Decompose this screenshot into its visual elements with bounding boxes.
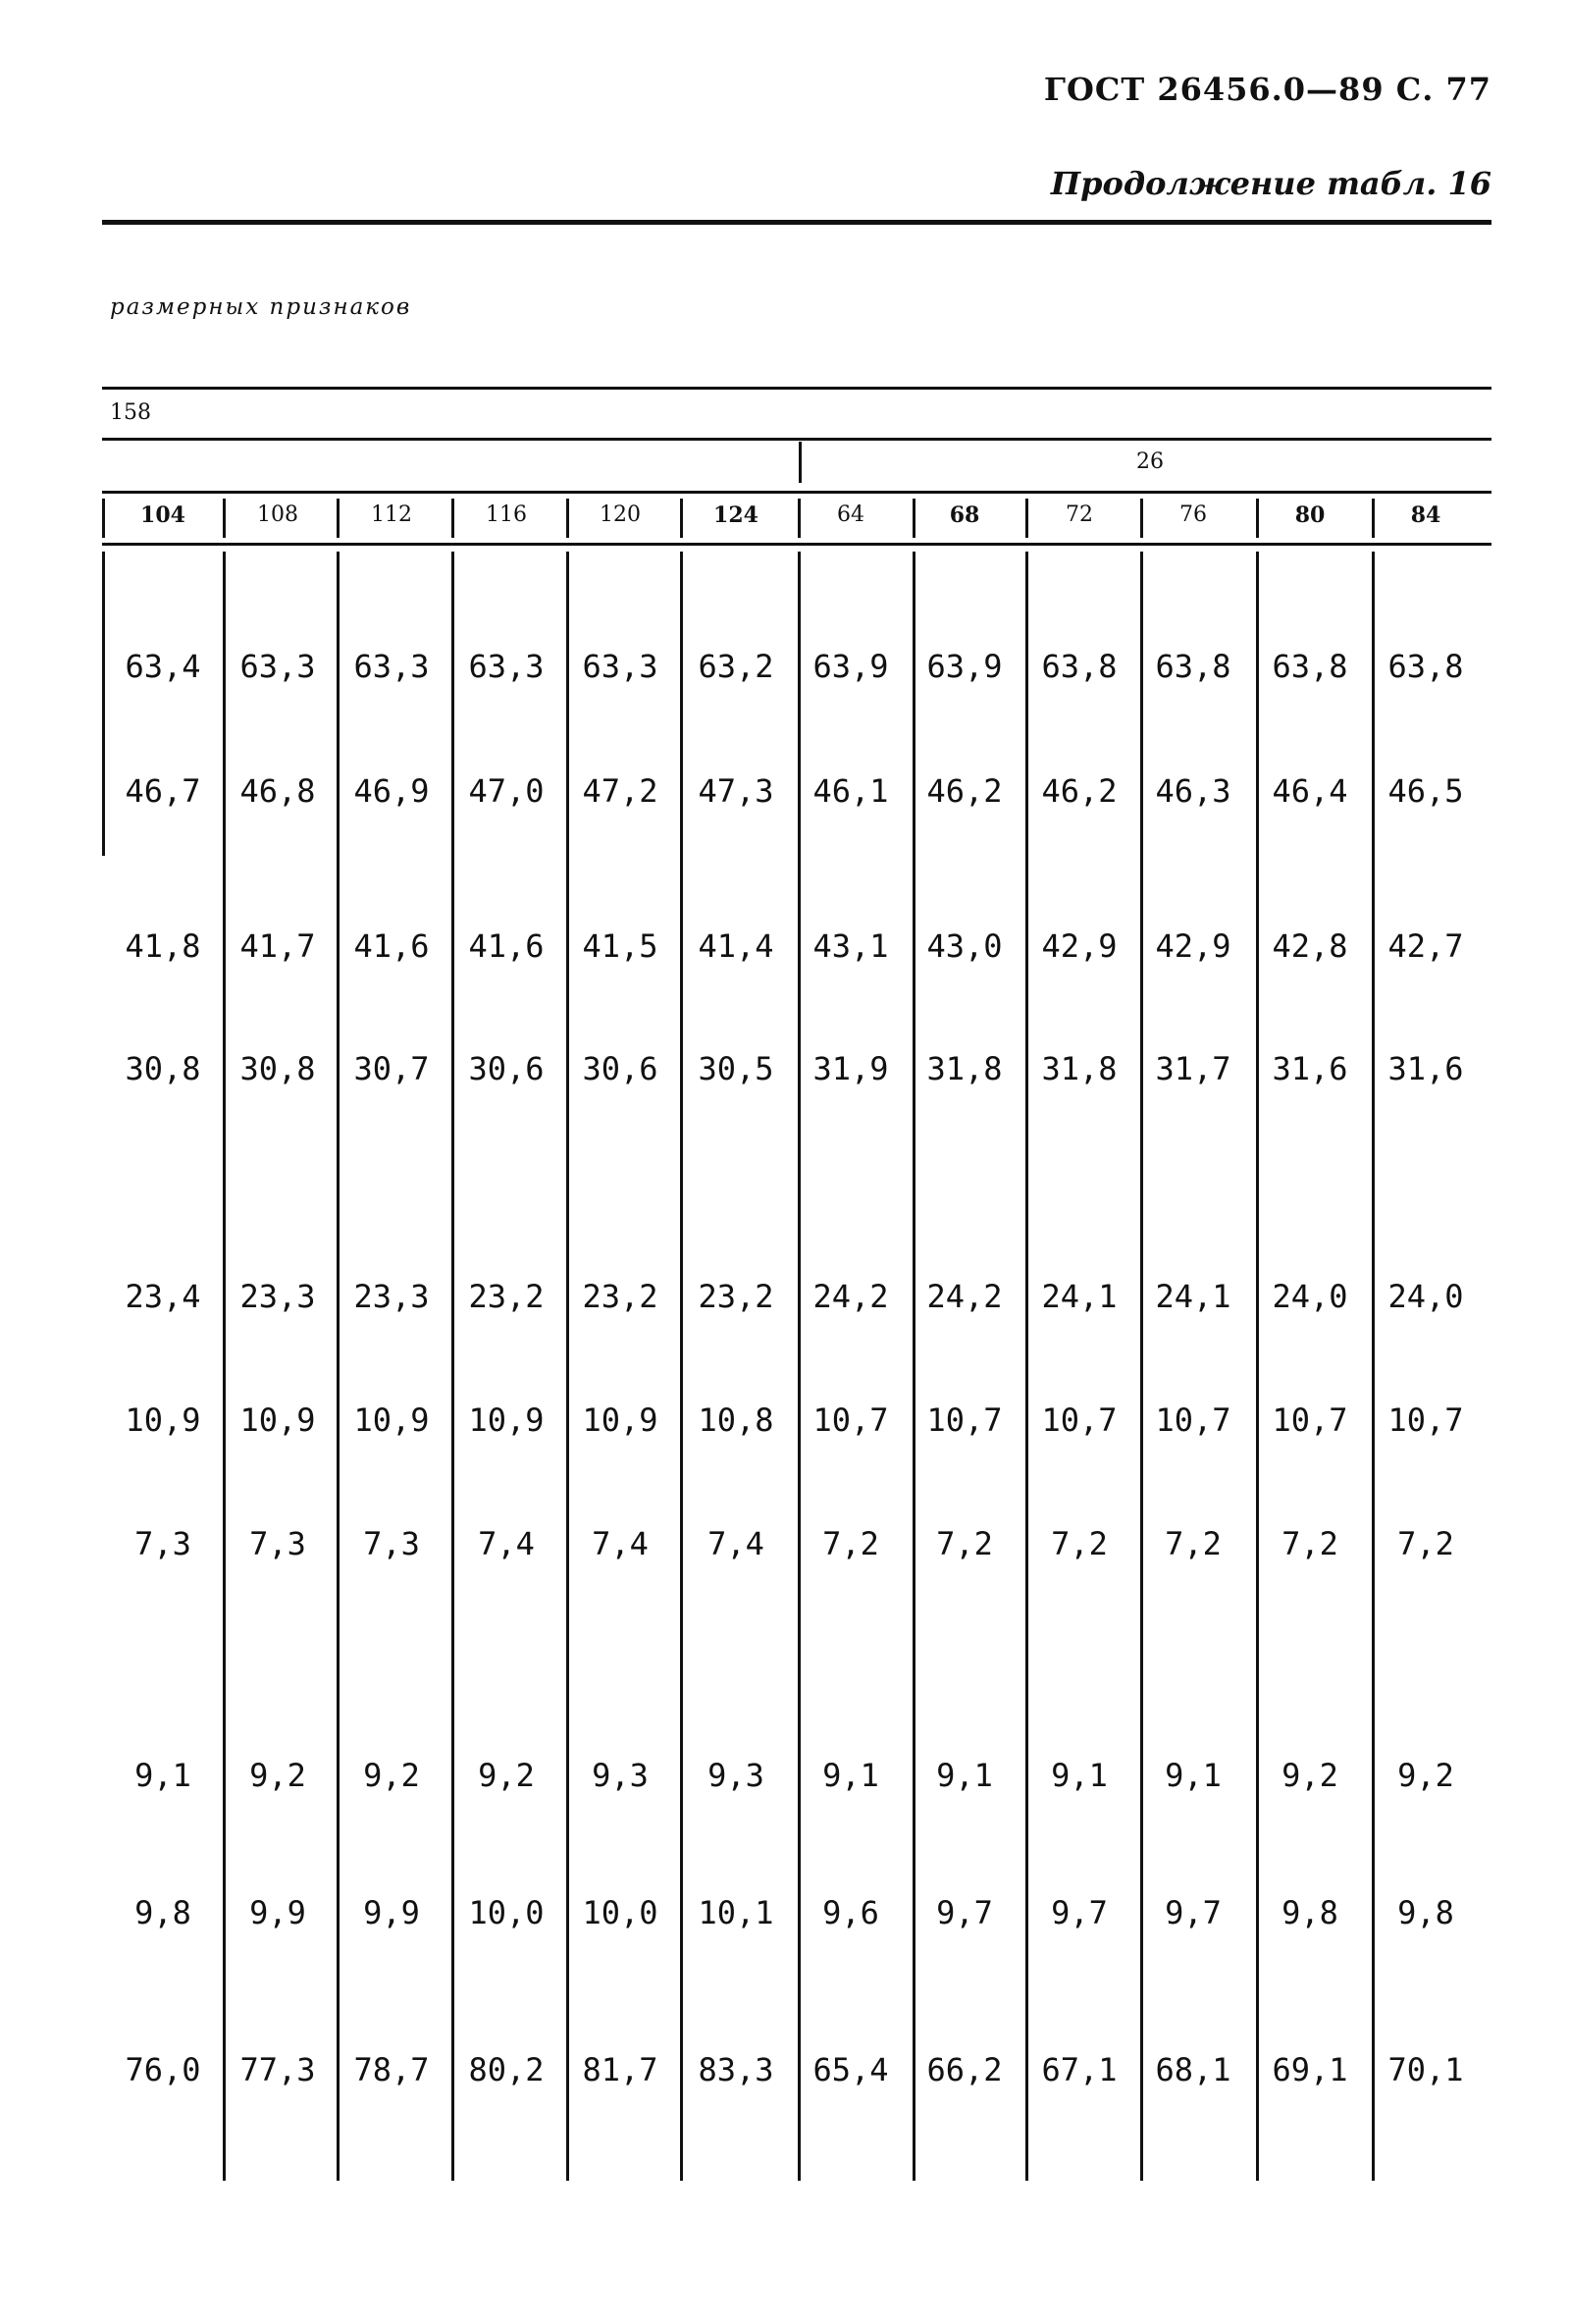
table-cell: 9,1 bbox=[936, 1757, 993, 1794]
group-divider bbox=[799, 442, 802, 483]
table-cell: 7,2 bbox=[1051, 1525, 1108, 1562]
table-cell: 24,0 bbox=[1387, 1278, 1464, 1315]
table-cell: 9,9 bbox=[363, 1894, 420, 1931]
table-cell: 46,8 bbox=[239, 772, 316, 810]
table-cell: 9,1 bbox=[1165, 1757, 1222, 1794]
table-cell: 30,6 bbox=[582, 1050, 658, 1087]
table-cell: 10,7 bbox=[812, 1401, 889, 1439]
table-cell: 41,8 bbox=[125, 927, 201, 965]
table-cell: 9,2 bbox=[1397, 1757, 1454, 1794]
table-cell: 7,3 bbox=[363, 1525, 420, 1562]
table-cell: 46,3 bbox=[1155, 772, 1231, 810]
table-cell: 9,7 bbox=[936, 1894, 993, 1931]
table-cell: 41,5 bbox=[582, 927, 658, 965]
table-cell: 10,9 bbox=[125, 1401, 201, 1439]
table-cell: 30,8 bbox=[239, 1050, 316, 1087]
table-cell: 24,0 bbox=[1272, 1278, 1348, 1315]
table-cell: 7,2 bbox=[1281, 1525, 1338, 1562]
table-cell: 42,7 bbox=[1387, 927, 1464, 965]
table-cell: 63,9 bbox=[812, 648, 889, 685]
table-cell: 7,3 bbox=[134, 1525, 191, 1562]
table-cell: 9,8 bbox=[1281, 1894, 1338, 1931]
table-cell: 23,2 bbox=[468, 1278, 545, 1315]
sub-group-label: 26 bbox=[1136, 449, 1164, 474]
table-cell: 10,7 bbox=[926, 1401, 1003, 1439]
table-cell: 9,6 bbox=[822, 1894, 879, 1931]
table-cell: 63,2 bbox=[698, 648, 774, 685]
table-continuation-label: Продолжение табл. 16 bbox=[1050, 165, 1491, 202]
table-cell: 65,4 bbox=[812, 2051, 889, 2088]
table-cell: 30,5 bbox=[698, 1050, 774, 1087]
table-cell: 23,2 bbox=[698, 1278, 774, 1315]
table-top-rule bbox=[102, 387, 1491, 390]
table-cell: 10,7 bbox=[1041, 1401, 1118, 1439]
column-header: 72 bbox=[1066, 502, 1093, 527]
table-cell: 66,2 bbox=[926, 2051, 1003, 2088]
table-cell: 7,3 bbox=[249, 1525, 306, 1562]
table-cell: 31,8 bbox=[1041, 1050, 1118, 1087]
table-cell: 9,2 bbox=[1281, 1757, 1338, 1794]
table-cell: 83,3 bbox=[698, 2051, 774, 2088]
table-cell: 78,7 bbox=[353, 2051, 430, 2088]
table-cell: 63,3 bbox=[582, 648, 658, 685]
table-cell: 42,8 bbox=[1272, 927, 1348, 965]
header-rule bbox=[102, 220, 1491, 225]
table-cell: 41,7 bbox=[239, 927, 316, 965]
table-cell: 9,2 bbox=[249, 1757, 306, 1794]
table-cell: 10,7 bbox=[1272, 1401, 1348, 1439]
table-cell: 9,9 bbox=[249, 1894, 306, 1931]
table-cell: 43,1 bbox=[812, 927, 889, 965]
table-cell: 10,0 bbox=[468, 1894, 545, 1931]
table-cell: 24,2 bbox=[812, 1278, 889, 1315]
table-cell: 69,1 bbox=[1272, 2051, 1348, 2088]
table-cell: 7,4 bbox=[707, 1525, 764, 1562]
table-cell: 10,8 bbox=[698, 1401, 774, 1439]
height-group-label: 158 bbox=[110, 400, 151, 425]
table-cell: 24,1 bbox=[1155, 1278, 1231, 1315]
table-cell: 70,1 bbox=[1387, 2051, 1464, 2088]
table-cell: 47,0 bbox=[468, 772, 545, 810]
table-cell: 9,1 bbox=[134, 1757, 191, 1794]
table-cell: 63,3 bbox=[353, 648, 430, 685]
table-cell: 46,2 bbox=[926, 772, 1003, 810]
table-cell: 63,8 bbox=[1272, 648, 1348, 685]
table-cell: 42,9 bbox=[1041, 927, 1118, 965]
column-header: 64 bbox=[837, 502, 864, 527]
table-cell: 9,1 bbox=[1051, 1757, 1108, 1794]
header-bottom-rule bbox=[102, 543, 1491, 546]
table-cell: 9,2 bbox=[363, 1757, 420, 1794]
table-cell: 30,7 bbox=[353, 1050, 430, 1087]
table-cell: 30,8 bbox=[125, 1050, 201, 1087]
table-cell: 9,8 bbox=[1397, 1894, 1454, 1931]
table-cell: 9,7 bbox=[1051, 1894, 1108, 1931]
table-cell: 41,4 bbox=[698, 927, 774, 965]
table-cell: 46,9 bbox=[353, 772, 430, 810]
table-cell: 31,6 bbox=[1272, 1050, 1348, 1087]
table-cell: 24,2 bbox=[926, 1278, 1003, 1315]
table-cell: 10,9 bbox=[353, 1401, 430, 1439]
table-cell: 23,4 bbox=[125, 1278, 201, 1315]
table-cell: 9,1 bbox=[822, 1757, 879, 1794]
table-cell: 43,0 bbox=[926, 927, 1003, 965]
table-cell: 10,7 bbox=[1155, 1401, 1231, 1439]
body-column-divider bbox=[102, 552, 105, 856]
column-header: 124 bbox=[713, 502, 758, 528]
column-header: 104 bbox=[140, 502, 185, 528]
table-cell: 10,9 bbox=[468, 1401, 545, 1439]
table-cell: 42,9 bbox=[1155, 927, 1231, 965]
column-header: 108 bbox=[257, 502, 298, 527]
table-cell: 23,3 bbox=[353, 1278, 430, 1315]
table-cell: 80,2 bbox=[468, 2051, 545, 2088]
header-column-divider bbox=[102, 499, 105, 538]
table-cell: 68,1 bbox=[1155, 2051, 1231, 2088]
table-cell: 24,1 bbox=[1041, 1278, 1118, 1315]
table-cell: 9,7 bbox=[1165, 1894, 1222, 1931]
table-cell: 23,3 bbox=[239, 1278, 316, 1315]
table-cell: 46,1 bbox=[812, 772, 889, 810]
table-cell: 7,2 bbox=[1397, 1525, 1454, 1562]
group-rule bbox=[102, 438, 1491, 441]
table-cell: 10,9 bbox=[239, 1401, 316, 1439]
table-cell: 9,2 bbox=[478, 1757, 535, 1794]
table-cell: 63,4 bbox=[125, 648, 201, 685]
table-cell: 47,3 bbox=[698, 772, 774, 810]
table-cell: 41,6 bbox=[468, 927, 545, 965]
table-cell: 7,4 bbox=[478, 1525, 535, 1562]
column-header: 116 bbox=[486, 502, 527, 527]
table-cell: 9,3 bbox=[592, 1757, 649, 1794]
table-cell: 76,0 bbox=[125, 2051, 201, 2088]
table-cell: 63,8 bbox=[1155, 648, 1231, 685]
table-cell: 31,9 bbox=[812, 1050, 889, 1087]
column-header: 80 bbox=[1294, 502, 1326, 528]
table-cell: 46,5 bbox=[1387, 772, 1464, 810]
table-cell: 63,3 bbox=[239, 648, 316, 685]
table-cell: 46,4 bbox=[1272, 772, 1348, 810]
table-cell: 46,7 bbox=[125, 772, 201, 810]
table-cell: 9,3 bbox=[707, 1757, 764, 1794]
table-cell: 63,9 bbox=[926, 648, 1003, 685]
table-cell: 10,1 bbox=[698, 1894, 774, 1931]
table-cell: 10,7 bbox=[1387, 1401, 1464, 1439]
column-header: 84 bbox=[1410, 502, 1441, 528]
table-cell: 30,6 bbox=[468, 1050, 545, 1087]
table-cell: 63,8 bbox=[1387, 648, 1464, 685]
page-header: ГОСТ 26456.0—89 С. 77 bbox=[1043, 71, 1491, 108]
table-cell: 31,6 bbox=[1387, 1050, 1464, 1087]
table-cell: 31,8 bbox=[926, 1050, 1003, 1087]
table-cell: 31,7 bbox=[1155, 1050, 1231, 1087]
table-cell: 47,2 bbox=[582, 772, 658, 810]
table-cell: 81,7 bbox=[582, 2051, 658, 2088]
table-cell: 46,2 bbox=[1041, 772, 1118, 810]
table-cell: 7,2 bbox=[822, 1525, 879, 1562]
sub-group-rule bbox=[102, 491, 1491, 494]
table-cell: 23,2 bbox=[582, 1278, 658, 1315]
column-header: 76 bbox=[1179, 502, 1207, 527]
column-header: 68 bbox=[949, 502, 980, 528]
table-cell: 77,3 bbox=[239, 2051, 316, 2088]
column-header: 120 bbox=[600, 502, 641, 527]
table-cell: 63,8 bbox=[1041, 648, 1118, 685]
column-header: 112 bbox=[371, 502, 412, 527]
table-cell: 41,6 bbox=[353, 927, 430, 965]
table-cell: 10,0 bbox=[582, 1894, 658, 1931]
table-cell: 63,3 bbox=[468, 648, 545, 685]
table-cell: 67,1 bbox=[1041, 2051, 1118, 2088]
table-cell: 7,4 bbox=[592, 1525, 649, 1562]
table-cell: 10,9 bbox=[582, 1401, 658, 1439]
section-caption: размерных признаков bbox=[110, 294, 412, 320]
table-cell: 9,8 bbox=[134, 1894, 191, 1931]
table-cell: 7,2 bbox=[1165, 1525, 1222, 1562]
table-cell: 7,2 bbox=[936, 1525, 993, 1562]
